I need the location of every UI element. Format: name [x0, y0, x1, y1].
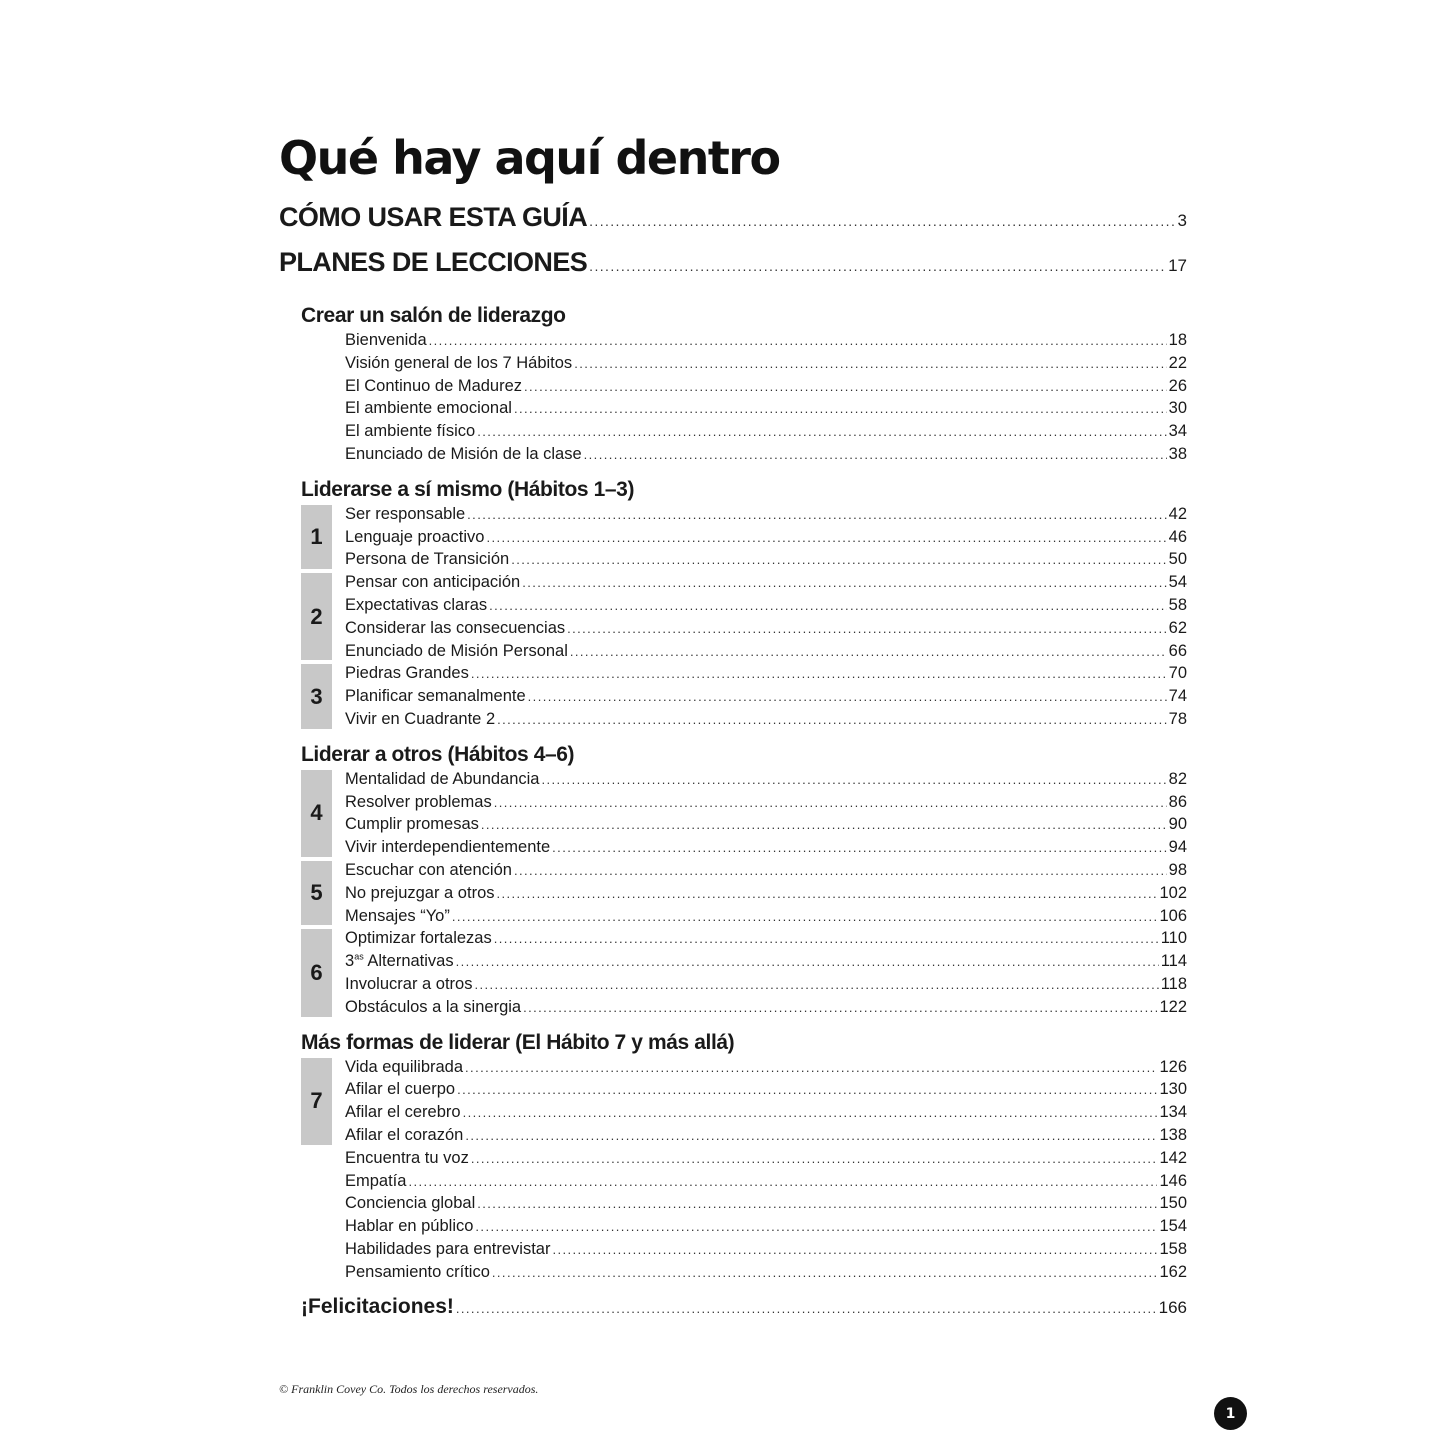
dot-leader — [486, 527, 1166, 550]
toc-entry-page: 70 — [1168, 664, 1187, 683]
toc-entry-page: 142 — [1159, 1148, 1187, 1167]
dot-leader — [457, 1079, 1157, 1102]
section-entries — [301, 329, 1187, 466]
habit-group — [310, 571, 1187, 662]
toc-entry-page: 94 — [1168, 838, 1187, 857]
toc-entry[interactable] — [345, 352, 1187, 375]
toc-entry-page: 134 — [1159, 1103, 1187, 1122]
dot-leader — [574, 353, 1166, 376]
toc-entry-label: Ser responsable — [345, 504, 466, 523]
toc-entry-page: 154 — [1159, 1217, 1187, 1236]
toc-entry[interactable] — [345, 1238, 1187, 1261]
dot-leader — [497, 709, 1167, 732]
toc-entry-page: 78 — [1168, 709, 1187, 728]
dot-leader — [452, 906, 1158, 929]
toc-entry-page: 86 — [1168, 792, 1187, 811]
dot-leader — [570, 641, 1167, 664]
toc-entry-page: 18 — [1168, 331, 1187, 349]
toc-entry-label: Planificar semanalmente — [345, 687, 526, 706]
dot-leader — [494, 792, 1167, 815]
habit-number-badge: 4 — [301, 770, 332, 857]
toc-entry[interactable] — [345, 571, 1187, 594]
dot-leader — [465, 1125, 1157, 1148]
toc-entry-label: Bienvenida — [345, 331, 427, 349]
dot-leader — [471, 663, 1167, 686]
toc-entry[interactable] — [345, 708, 1187, 731]
dot-leader — [542, 769, 1167, 792]
toc-entry-label: El ambiente físico — [345, 422, 476, 441]
toc-entry-page: 150 — [1159, 1194, 1187, 1213]
toc-entry[interactable] — [345, 1056, 1187, 1079]
habit-number-badge: 2 — [301, 573, 332, 660]
page-number-badge: 1 — [1214, 1397, 1247, 1430]
toc-entry-page: 114 — [1160, 952, 1187, 971]
toc-entry[interactable] — [345, 1078, 1187, 1101]
toc-entry[interactable] — [345, 905, 1187, 928]
toc-entry[interactable] — [345, 1192, 1187, 1215]
toc-entry[interactable] — [345, 503, 1187, 526]
dot-leader — [492, 1262, 1158, 1285]
toc-entry[interactable] — [345, 791, 1187, 814]
section-title: Más formas de liderar (El Hábito 7 y más allá) — [301, 1030, 735, 1054]
toc-entry-label: Resolver problemas — [345, 792, 492, 811]
toc-entry-page: 90 — [1168, 815, 1187, 834]
dot-leader — [552, 1239, 1157, 1262]
dot-leader — [475, 1216, 1157, 1239]
toc-entry-page: 106 — [1159, 906, 1187, 925]
toc-entry[interactable] — [345, 526, 1187, 549]
toc-main-entry-how-to-use[interactable] — [279, 202, 1187, 247]
toc-entry[interactable] — [345, 1261, 1187, 1284]
dot-leader — [471, 1148, 1158, 1171]
habit-group — [310, 927, 1187, 1018]
toc-entry-page: 98 — [1168, 860, 1187, 879]
toc-entry-page: 46 — [1168, 527, 1187, 546]
toc-entry-label: Expectativas claras — [345, 595, 488, 614]
dot-leader — [522, 572, 1166, 595]
toc-entry-label: Encuentra tu voz — [345, 1148, 469, 1167]
toc-entry-page: 58 — [1168, 595, 1187, 614]
toc-entry-page: 66 — [1168, 641, 1187, 660]
toc-entry[interactable] — [345, 813, 1187, 836]
toc-entry-page: 22 — [1168, 353, 1187, 372]
toc-entry-page: 118 — [1160, 974, 1187, 993]
toc-main-entry-lesson-plans[interactable] — [279, 247, 1187, 292]
toc-entry-label: Vida equilibrada — [345, 1057, 464, 1076]
toc-entry[interactable] — [345, 420, 1187, 443]
dot-leader — [481, 814, 1167, 837]
toc-entry-label: Escuchar con atención — [345, 860, 512, 879]
toc-entry-label: PLANES DE LECCIONES — [279, 247, 588, 277]
toc-entry-label: Pensar con anticipación — [345, 573, 521, 592]
dot-leader — [408, 1171, 1157, 1194]
toc-entry-page: 17 — [1168, 256, 1187, 275]
toc-entry-label: Involucrar a otros — [345, 974, 473, 993]
dot-leader — [477, 1193, 1157, 1216]
dot-leader — [589, 213, 1175, 229]
habit-number-badge: 5 — [301, 861, 332, 925]
dot-leader — [497, 883, 1158, 906]
toc-entry-label: Cumplir promesas — [345, 815, 479, 834]
toc-entry[interactable] — [345, 973, 1187, 996]
dot-leader — [514, 860, 1167, 883]
toc-entry-page: 38 — [1168, 444, 1187, 463]
toc-entry-label: Piedras Grandes — [345, 664, 469, 683]
toc-entry[interactable] — [345, 768, 1187, 791]
dot-leader — [456, 1301, 1157, 1316]
dot-leader — [463, 1102, 1158, 1125]
toc-entry-label: CÓMO USAR ESTA GUÍA — [279, 202, 588, 232]
toc-entry-page: 34 — [1168, 422, 1187, 441]
toc-entry-label: Hablar en público — [345, 1217, 474, 1236]
toc-entry-label: Lenguaje proactivo — [345, 527, 485, 546]
dot-leader — [584, 444, 1167, 467]
toc-entry-page: 26 — [1168, 376, 1187, 395]
toc-entry-page: 62 — [1168, 618, 1187, 637]
habit-group — [310, 859, 1187, 927]
toc-entry-label: El Continuo de Madurez — [345, 376, 523, 395]
toc-entry-label: Vivir interdependientemente — [345, 838, 551, 857]
toc-entry-page: 102 — [1159, 883, 1187, 902]
toc-entry-page: 126 — [1159, 1057, 1187, 1076]
habit-group — [310, 662, 1187, 730]
toc-entry-label: Afilar el corazón — [345, 1125, 464, 1144]
dot-leader — [429, 330, 1167, 353]
toc-entry-page: 30 — [1168, 399, 1187, 418]
section-title: Liderarse a sí mismo (Hábitos 1–3) — [301, 477, 635, 501]
toc-entry-label: Optimizar fortalezas — [345, 929, 492, 948]
toc-entry-page: 82 — [1168, 769, 1187, 788]
toc-entry[interactable] — [345, 1147, 1187, 1170]
toc-entry-label: El ambiente emocional — [345, 399, 512, 418]
toc-entry-page: 110 — [1160, 929, 1187, 948]
toc-entry[interactable] — [345, 594, 1187, 617]
toc-section — [279, 302, 1187, 466]
toc-entry-page: 42 — [1168, 504, 1187, 523]
entry-group — [345, 1147, 1187, 1284]
toc-entry[interactable] — [345, 685, 1187, 708]
toc-entry-label: Pensamiento crítico — [345, 1262, 490, 1281]
toc-entry-label: Visión general de los 7 Hábitos — [345, 353, 573, 372]
toc-entry-label-superscript: as — [354, 951, 364, 962]
toc-entry[interactable] — [345, 882, 1187, 905]
toc-entry-label: Persona de Transición — [345, 550, 510, 569]
toc-entry-felicitaciones[interactable] — [301, 1295, 1187, 1325]
toc-entry[interactable] — [345, 1101, 1187, 1124]
section-title: Crear un salón de liderazgo — [301, 304, 566, 327]
toc-entry[interactable] — [345, 662, 1187, 685]
toc-entry-label: Vivir en Cuadrante 2 — [345, 709, 496, 728]
toc-entry-label: ¡Felicitaciones! — [301, 1295, 454, 1319]
toc-closing — [279, 1295, 1187, 1325]
toc-entry[interactable] — [345, 548, 1187, 571]
toc-entry-label: Empatía — [345, 1171, 407, 1190]
habit-number-badge: 7 — [301, 1058, 332, 1145]
toc-entry[interactable] — [345, 1124, 1187, 1147]
toc-entry-label-text: Alternativas — [367, 952, 454, 971]
toc-entry[interactable] — [345, 996, 1187, 1019]
toc-entry-page: 138 — [1159, 1125, 1187, 1144]
toc-entry[interactable] — [345, 329, 1187, 352]
dot-leader — [477, 421, 1166, 444]
toc-entry[interactable] — [345, 1170, 1187, 1193]
dot-leader — [467, 504, 1166, 527]
toc-entry-label-prefix: 3 — [345, 952, 355, 971]
toc-entry-label: Habilidades para entrevistar — [345, 1239, 551, 1258]
dot-leader — [494, 928, 1159, 951]
toc-entry-label: Mensajes “Yo” — [345, 906, 450, 925]
toc-section — [279, 741, 1187, 1019]
dot-leader — [456, 951, 1159, 974]
dot-leader — [524, 376, 1167, 399]
dot-leader — [489, 595, 1166, 618]
toc-entry-page: 122 — [1159, 997, 1187, 1016]
toc-entry-label: Mentalidad de Abundancia — [345, 769, 540, 788]
section-entries — [301, 768, 1187, 1019]
dot-leader — [511, 549, 1166, 572]
toc-entry[interactable] — [345, 375, 1187, 398]
dot-leader — [552, 837, 1166, 860]
toc-entry[interactable] — [345, 859, 1187, 882]
dot-leader — [465, 1057, 1157, 1080]
toc-entry[interactable] — [345, 617, 1187, 640]
toc-entry-page: 146 — [1159, 1171, 1187, 1190]
toc-entry[interactable] — [345, 836, 1187, 859]
toc-entry-label: No prejuzgar a otros — [345, 883, 495, 902]
toc-entry-label: Afilar el cuerpo — [345, 1080, 456, 1099]
dot-leader — [474, 974, 1158, 997]
section-entries — [301, 503, 1187, 731]
toc-section — [279, 1029, 1187, 1284]
toc-sections — [279, 302, 1187, 1283]
toc-entry-label: Obstáculos a la sinergia — [345, 997, 522, 1016]
habit-number-badge: 1 — [301, 505, 332, 569]
toc-entry[interactable] — [345, 1215, 1187, 1238]
dot-leader — [567, 618, 1167, 641]
toc-entry-page: 130 — [1159, 1080, 1187, 1099]
toc-entry-page: 50 — [1168, 550, 1187, 569]
copyright-notice: © Franklin Covey Co. Todos los derechos reservados. — [279, 1382, 539, 1396]
toc-entry-page: 3 — [1177, 211, 1187, 230]
toc-entry-page: 166 — [1158, 1298, 1187, 1318]
entry-group — [345, 329, 1187, 466]
toc-entry[interactable] — [345, 927, 1187, 950]
section-entries — [301, 1056, 1187, 1284]
toc-entry-label: Enunciado de Misión de la clase — [345, 444, 582, 463]
toc-entry-label: Enunciado de Misión Personal — [345, 641, 568, 660]
toc-entry-label: Considerar las consecuencias — [345, 618, 566, 637]
habit-number-badge: 3 — [301, 664, 332, 728]
dot-leader — [589, 258, 1166, 274]
habit-group — [310, 503, 1187, 571]
toc-entry-label: Afilar el cerebro — [345, 1103, 461, 1122]
habit-group — [310, 1056, 1187, 1147]
page-title: Qué hay aquí dentro — [279, 131, 780, 185]
toc-entry-label — [345, 950, 454, 973]
section-title: Liderar a otros (Hábitos 4–6) — [301, 742, 575, 766]
habit-group — [310, 768, 1187, 859]
toc-section — [279, 476, 1187, 731]
toc-entry[interactable] — [345, 397, 1187, 420]
dot-leader — [528, 686, 1167, 709]
toc-entry[interactable] — [345, 950, 1187, 973]
toc-entry-page: 158 — [1159, 1239, 1187, 1258]
dot-leader — [514, 398, 1167, 421]
toc-entry[interactable] — [345, 443, 1187, 466]
toc-entry-page: 162 — [1159, 1262, 1187, 1281]
habit-number-badge: 6 — [301, 929, 332, 1016]
dot-leader — [523, 997, 1157, 1020]
toc-entry-page: 54 — [1168, 573, 1187, 592]
toc-entry-page: 74 — [1168, 687, 1187, 706]
table-of-contents — [279, 202, 1187, 1325]
toc-entry-label: Conciencia global — [345, 1194, 476, 1213]
toc-entry[interactable] — [345, 640, 1187, 663]
